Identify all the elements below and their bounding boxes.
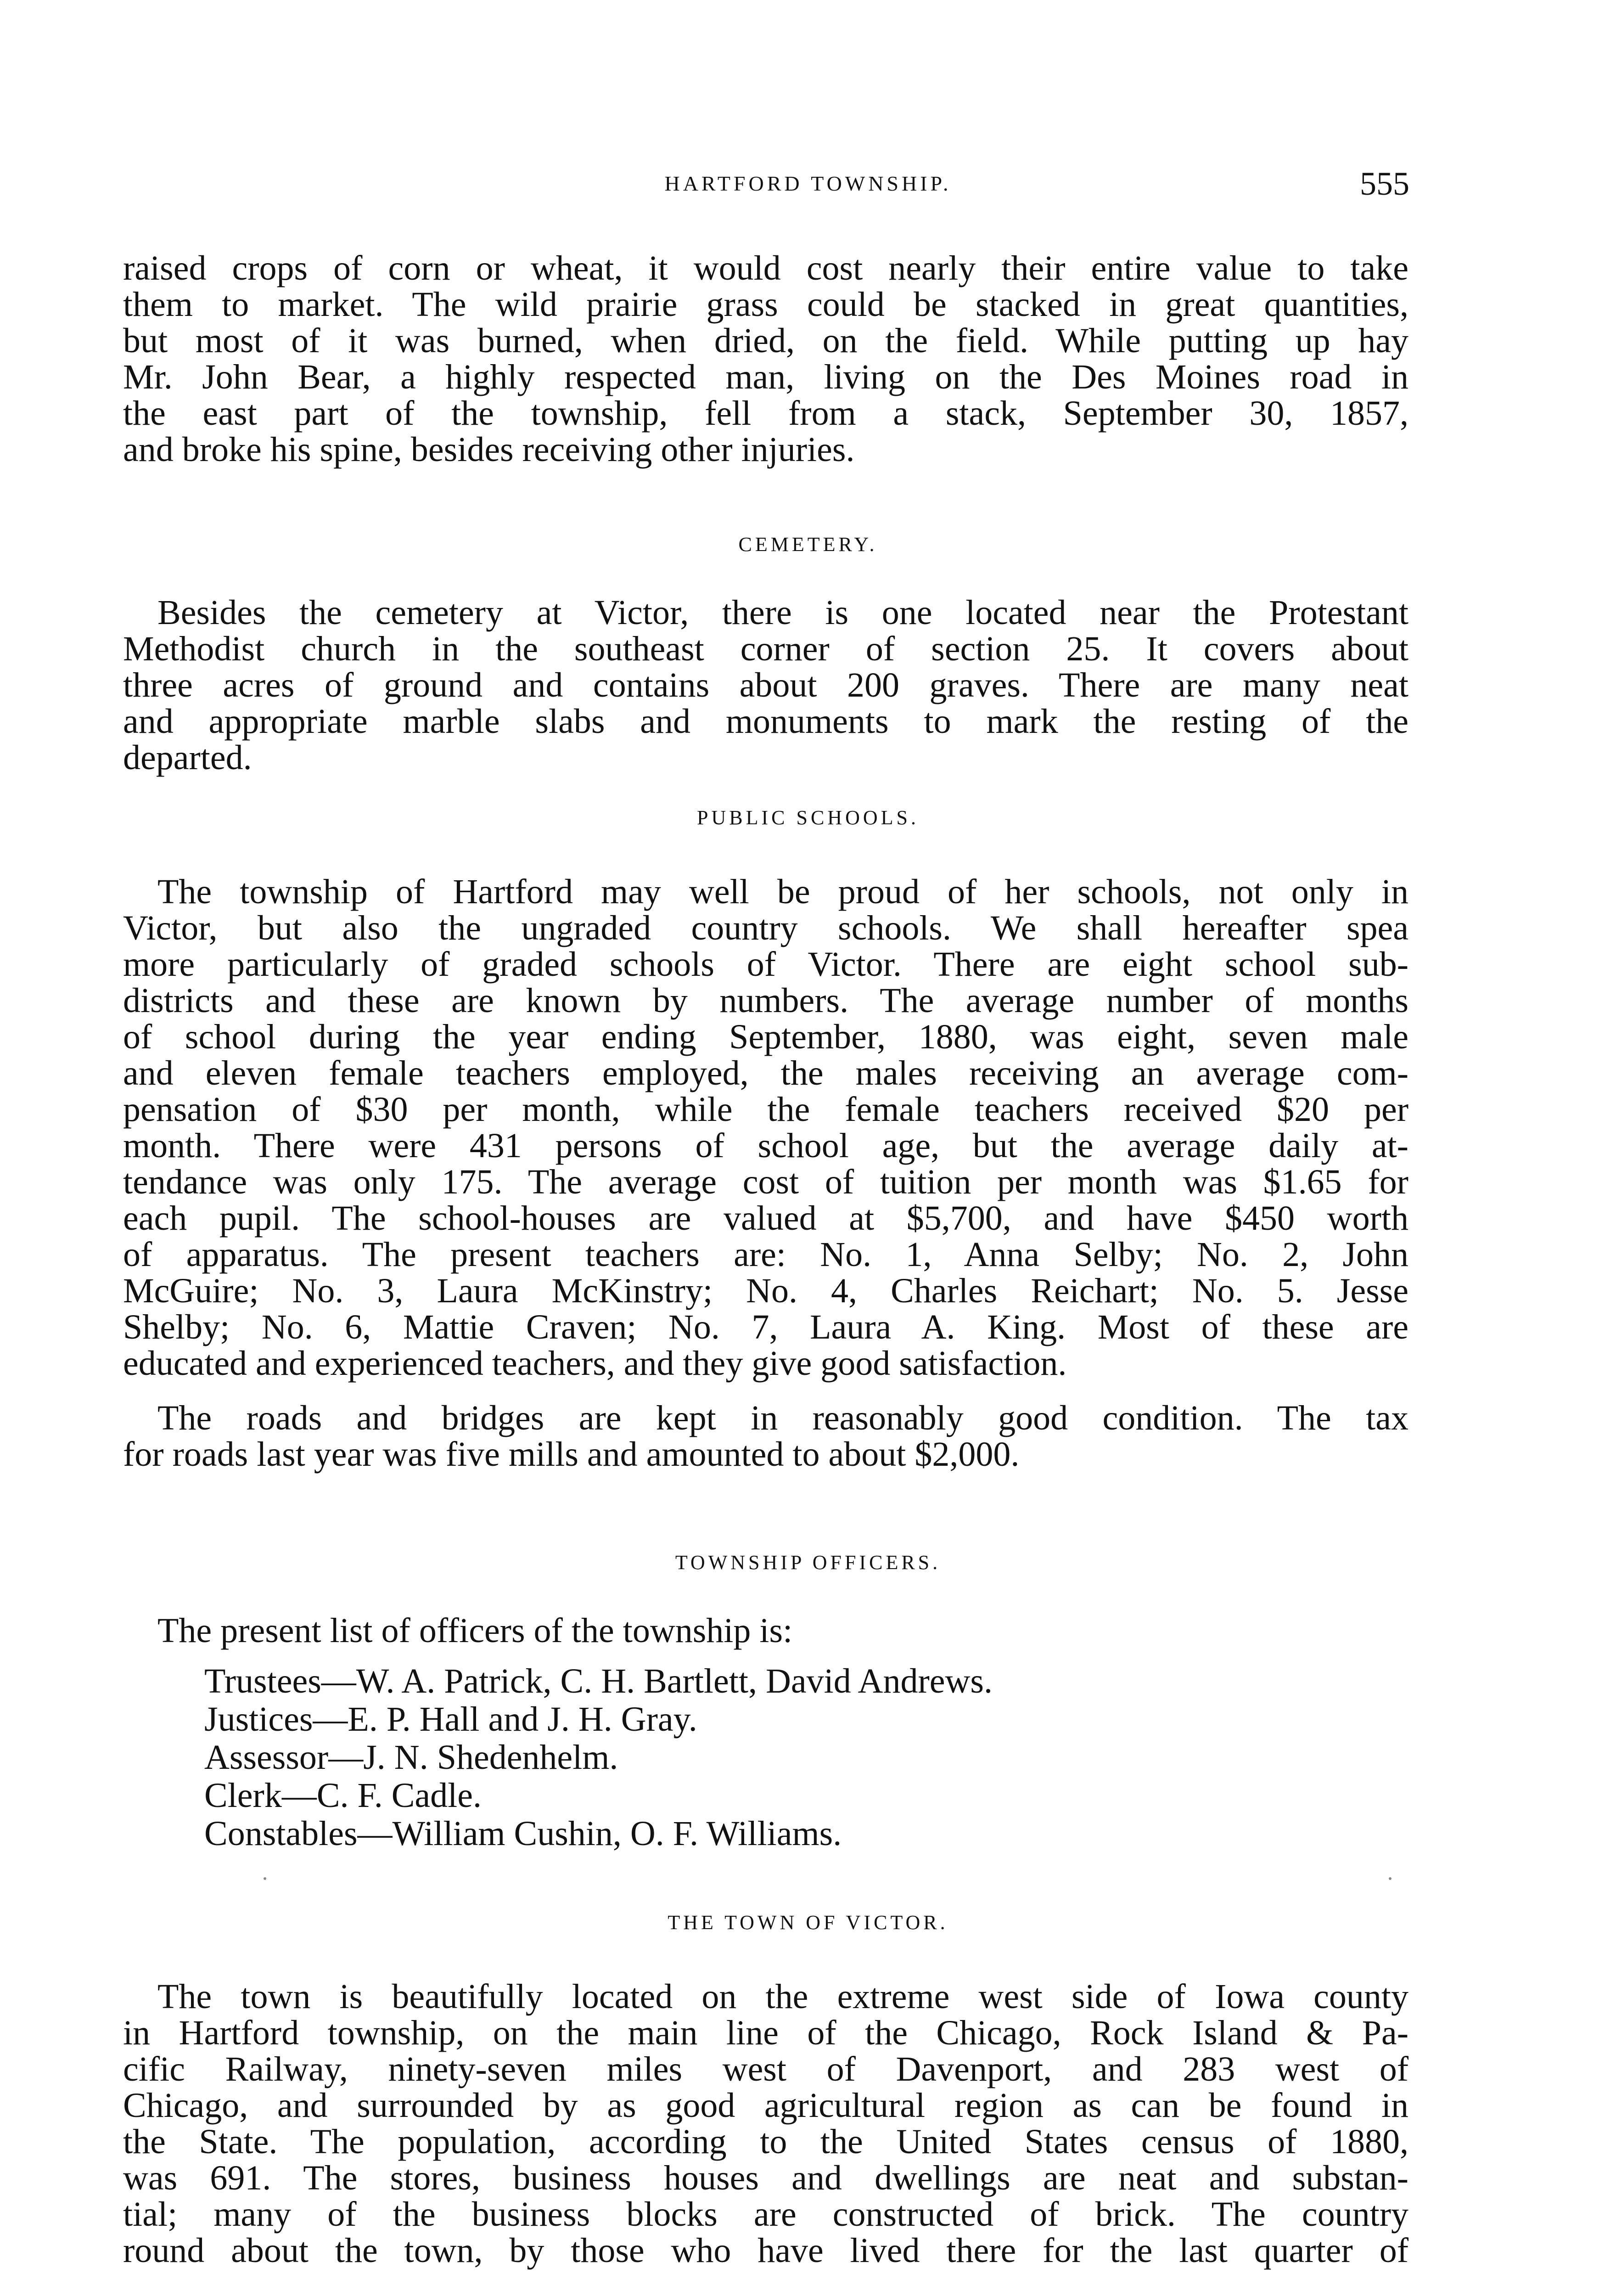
text-line: Trustees—W. A. Patrick, C. H. Bartlett, David Andrews. — [204, 1662, 993, 1700]
text-line: Mr. John Bear, a highly respected man, living on the Des Moines road in — [123, 358, 1408, 396]
text-line: Chicago, and surrounded by as good agricultural region as can be found in — [123, 2086, 1408, 2125]
paragraph-roads — [123, 1400, 1408, 1473]
text-line: in Hartford township, on the main line of the Chicago, Rock Island & Pa- — [123, 2014, 1408, 2052]
text-line: Besides the cemetery at Victor, there is one located near the Protestant — [157, 593, 1408, 632]
text-line: districts and these are known by numbers. The average number of months — [123, 981, 1408, 1020]
text-line: of apparatus. The present teachers are: No. 1, Anna Selby; No. 2, John — [123, 1235, 1408, 1274]
text-line: raised crops of corn or wheat, it would cost nearly their entire value to take — [123, 249, 1408, 287]
text-line: The town is beautifully located on the extreme west side of Iowa county — [157, 1977, 1408, 2016]
text-line: educated and experienced teachers, and they give good satisfaction. — [123, 1344, 1067, 1383]
text-line: round about the town, by those who have lived there for the last quarter of — [123, 2231, 1408, 2270]
print-speck — [264, 1877, 266, 1880]
officers-intro-text: The present list of officers of the township is: — [157, 1611, 793, 1650]
text-line: Shelby; No. 6, Mattie Craven; No. 7, Laura A. King. Most of these are — [123, 1308, 1408, 1346]
running-head — [0, 165, 1616, 202]
text-line: but most of it was burned, when dried, on the field. While putting up hay — [123, 321, 1408, 360]
text-line: the State. The population, according to the United States census of 1880, — [123, 2122, 1408, 2161]
text-line: each pupil. The school-houses are valued at $5,700, and have $450 worth — [123, 1199, 1408, 1238]
text-line: Clerk—C. F. Cadle. — [204, 1776, 482, 1815]
text-line: month. There were 431 persons of school age, but the average daily at- — [123, 1126, 1408, 1165]
text-line: tendance was only 175. The average cost of tuition per month was $1.65 for — [123, 1163, 1408, 1201]
print-speck — [1389, 1877, 1392, 1880]
text-line: Justices—E. P. Hall and J. H. Gray. — [204, 1700, 697, 1739]
text-line: the east part of the township, fell from a stack, September 30, 1857, — [123, 394, 1408, 433]
paragraph-crops — [123, 250, 1408, 468]
text-line: and eleven female teachers employed, the males receiving an average com- — [123, 1054, 1408, 1092]
paragraph-victor — [123, 1979, 1408, 2269]
paragraph-schools — [123, 874, 1408, 1382]
text-line: tial; many of the business blocks are constructed of brick. The country — [123, 2195, 1408, 2234]
text-line: cific Railway, ninety-seven miles west of Davenport, and 283 west of — [123, 2050, 1408, 2088]
text-line: them to market. The wild prairie grass could be stacked in great quantities, — [123, 285, 1408, 324]
text-line: Constables—William Cushin, O. F. Williams. — [204, 1814, 842, 1853]
text-line: The roads and bridges are kept in reasonably good condition. The tax — [157, 1399, 1408, 1437]
text-line: more particularly of graded schools of Victor. There are eight school sub- — [123, 945, 1408, 984]
section-heading-public-schools: PUBLIC SCHOOLS. — [697, 806, 919, 829]
text-line: pensation of $30 per month, while the female teachers received $20 per — [123, 1090, 1408, 1129]
paragraph-cemetery — [123, 595, 1408, 776]
text-line: for roads last year was five mills and amounted to about $2,000. — [123, 1435, 1020, 1474]
running-head-title: HARTFORD TOWNSHIP. — [664, 172, 952, 195]
officers-intro — [123, 1613, 1408, 1649]
section-heading-township-officers: TOWNSHIP OFFICERS. — [675, 1551, 941, 1574]
text-line: The township of Hartford may well be proud of her schools, not only in — [157, 872, 1408, 911]
text-line: three acres of ground and contains about 200 graves. There are many neat — [123, 666, 1408, 704]
text-line: McGuire; No. 3, Laura McKinstry; No. 4, Charles Reichart; No. 5. Jesse — [123, 1272, 1408, 1310]
text-line: Victor, but also the ungraded country schools. We shall hereafter spea — [123, 909, 1408, 947]
text-line: Methodist church in the southeast corner of section 25. It covers about — [123, 630, 1408, 668]
page-number: 555 — [1360, 165, 1409, 202]
officers-list — [204, 1662, 993, 1853]
text-line: and broke his spine, besides receiving other injuries. — [123, 430, 855, 469]
text-line: Assessor—J. N. Shedenhelm. — [204, 1738, 618, 1777]
section-heading-cemetery: CEMETERY. — [738, 533, 878, 556]
text-line: departed. — [123, 738, 252, 777]
text-line: of school during the year ending September, 1880, was eight, seven male — [123, 1018, 1408, 1056]
text-line: was 691. The stores, business houses and dwellings are neat and substan- — [123, 2159, 1408, 2197]
text-line: and appropriate marble slabs and monuments to mark the resting of the — [123, 702, 1408, 741]
section-heading-town-of-victor: THE TOWN OF VICTOR. — [668, 1911, 948, 1934]
